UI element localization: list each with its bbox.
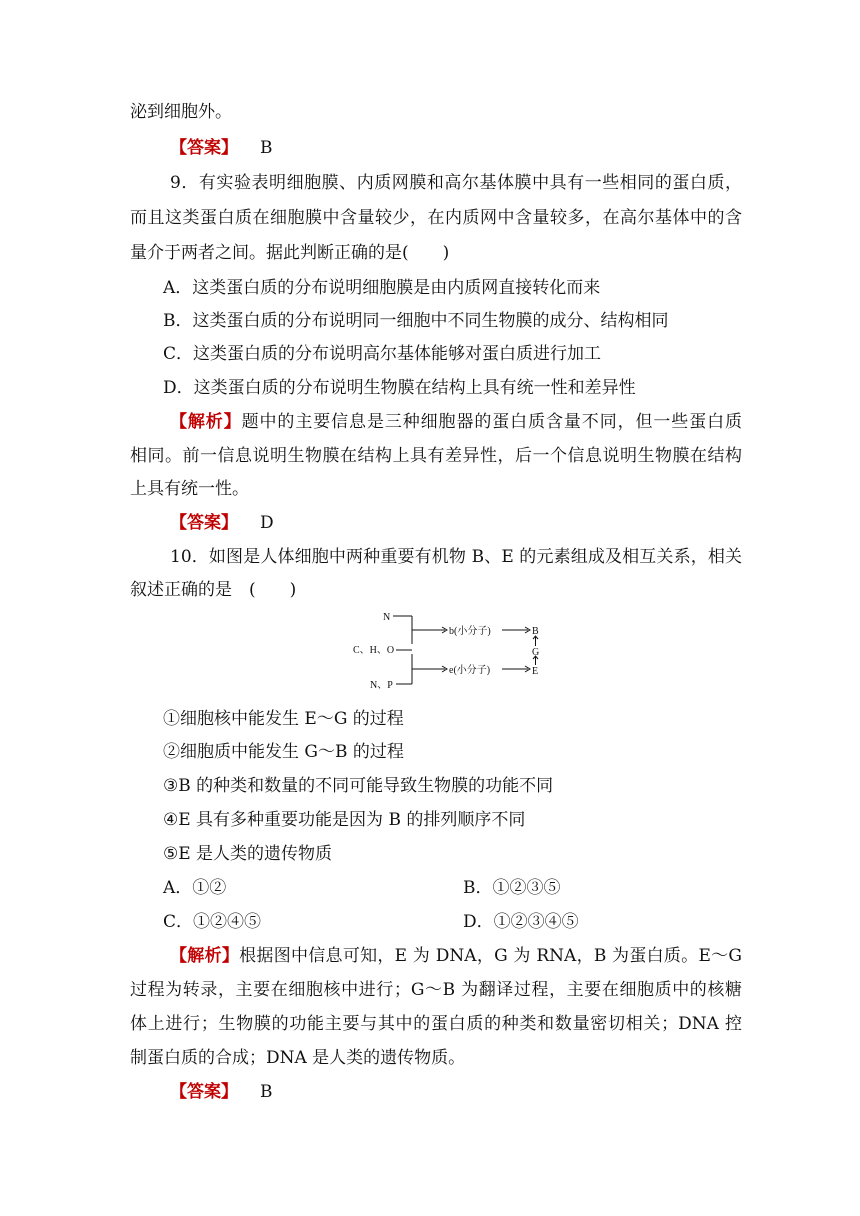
text-line: 泌到细胞外。 bbox=[130, 102, 232, 122]
options-row bbox=[163, 876, 742, 900]
question-9-line: 量介于两者之间。据此判断正确的是( ) bbox=[130, 243, 450, 263]
option-a: A．①② bbox=[163, 878, 227, 898]
option-a: A．这类蛋白质的分布说明细胞膜是由内质网直接转化而来 bbox=[163, 278, 601, 298]
statement-3: ③B 的种类和数量的不同可能导致生物膜的功能不同 bbox=[163, 776, 554, 796]
answer-row bbox=[170, 1080, 742, 1104]
answer-value: B bbox=[260, 138, 273, 158]
answer-value: B bbox=[260, 1082, 273, 1102]
label-big-g: G bbox=[532, 647, 540, 658]
explanation-row: 【解析】题中的主要信息是三种细胞器的蛋白质含量不同，但一些蛋白质 bbox=[170, 412, 743, 432]
label-n: N bbox=[383, 612, 391, 623]
question-9-line: 而且这类蛋白质在细胞膜中含量较少，在内质网中含量较多，在高尔基体中的含 bbox=[130, 208, 742, 228]
explanation-line: 体上进行；生物膜的功能主要与其中的蛋白质的种类和数量密切相关；DNA 控 bbox=[130, 1014, 742, 1034]
question-10-line: 叙述正确的是 ( ) bbox=[130, 580, 297, 600]
answer-tag: 【答案】 bbox=[170, 138, 238, 158]
option-d: D．①②③④⑤ bbox=[463, 912, 579, 932]
statement-2: ②细胞质中能发生 G～B 的过程 bbox=[163, 742, 404, 762]
explanation-line: 相同。前一信息说明生物膜在结构上具有差异性，后一个信息说明生物膜在结构 bbox=[130, 446, 742, 466]
option-c: C．这类蛋白质的分布说明高尔基体能够对蛋白质进行加工 bbox=[163, 344, 602, 364]
label-cho: C、H、O bbox=[353, 645, 395, 656]
label-big-e: E bbox=[532, 666, 539, 677]
explanation-line: 上具有统一性。 bbox=[130, 479, 249, 499]
answer-value: D bbox=[260, 513, 274, 533]
explanation-line: 制蛋白质的合成；DNA 是人类的遗传物质。 bbox=[130, 1048, 466, 1068]
answer-tag: 【答案】 bbox=[170, 513, 238, 533]
question-9-line: 9．有实验表明细胞膜、内质网膜和高尔基体膜中具有一些相同的蛋白质， bbox=[170, 173, 742, 193]
option-b: B．这类蛋白质的分布说明同一细胞中不同生物膜的成分、结构相同 bbox=[163, 311, 669, 331]
answer-tag: 【答案】 bbox=[170, 1082, 238, 1102]
label-big-b: B bbox=[532, 626, 539, 637]
statement-1: ①细胞核中能发生 E～G 的过程 bbox=[163, 709, 404, 729]
label-e-small: e(小分子) bbox=[449, 665, 491, 676]
option-d: D．这类蛋白质的分布说明生物膜在结构上具有统一性和差异性 bbox=[163, 378, 636, 398]
answer-row bbox=[170, 136, 742, 160]
element-relation-diagram bbox=[350, 604, 550, 694]
explanation-tag: 【解析】 bbox=[170, 946, 240, 966]
explanation-row: 【解析】根据图中信息可知，E 为 DNA，G 为 RNA，B 为蛋白质。E～G bbox=[170, 946, 742, 966]
statement-4: ④E 具有多种重要功能是因为 B 的排列顺序不同 bbox=[163, 810, 526, 830]
answer-row bbox=[170, 511, 742, 535]
option-c: C．①②④⑤ bbox=[163, 912, 262, 932]
explanation-line: 过程为转录，主要在细胞核中进行；G～B 为翻译过程，主要在细胞质中的核糖 bbox=[130, 980, 742, 1000]
statement-5: ⑤E 是人类的遗传物质 bbox=[163, 844, 333, 864]
question-10-line: 10．如图是人体细胞中两种重要有机物 B、E 的元素组成及相互关系，相关 bbox=[170, 547, 742, 567]
label-np: N、P bbox=[370, 680, 393, 691]
explanation-tag: 【解析】 bbox=[170, 412, 242, 432]
option-b: B．①②③⑤ bbox=[463, 878, 561, 898]
options-row bbox=[163, 910, 742, 934]
label-b-small: b(小分子) bbox=[449, 626, 491, 637]
